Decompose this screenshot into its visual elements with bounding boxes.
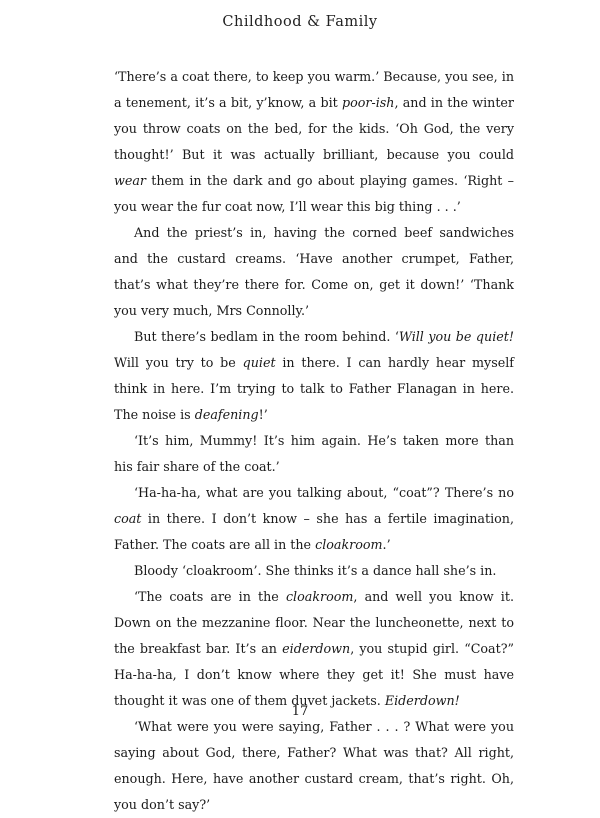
italic-run: cloakroom bbox=[285, 589, 354, 604]
italic-run: eiderdown bbox=[282, 641, 351, 656]
text-run: , and in the winter you throw coats on the bed, for the kids. ‘Oh God, the very thought!’ But it was actually brilliant, because you could bbox=[114, 95, 514, 162]
text-run: in there. I don’t know – she has a fertile imagination, Father. The coats are all in the bbox=[114, 511, 514, 552]
text-run: ‘The coats are in the bbox=[134, 589, 286, 604]
text-run: in there. I can hardly hear myself think in here. I’m trying to talk to Father Flanagan in here. The noise is bbox=[114, 355, 514, 422]
paragraph bbox=[114, 480, 514, 558]
text-run: them in the dark and go about playing games. ‘Right – you wear the fur coat now, I’ll wear this big thing . . .’ bbox=[114, 173, 514, 214]
text-run: ‘What were you were saying, Father . . . ? What were you saying about God, there, Father? What was that? All right, enough. Here, have another custard cream, that’s right. Oh, you don’t say?’ bbox=[114, 719, 514, 812]
paragraph bbox=[114, 584, 514, 714]
text-run: !’ bbox=[258, 407, 268, 422]
paragraph bbox=[114, 324, 514, 428]
italic-run: Will you be quiet! bbox=[398, 329, 514, 344]
text-run: , and well you know it. Down on the mezzanine floor. Near the luncheonette, next to the breakfast bar. It’s an bbox=[114, 589, 514, 656]
italic-run: Eiderdown! bbox=[384, 693, 460, 708]
italic-run: deafening bbox=[194, 407, 259, 422]
running-header: Childhood & Family bbox=[222, 14, 378, 30]
italic-run: cloakroom bbox=[315, 537, 383, 552]
text-run: And the priest’s in, having the corned beef sandwiches and the custard creams. ‘Have another crumpet, Father, that’s what they’re there for. Come on, get it down!’ ‘Thank you very much, Mrs Connolly.’ bbox=[114, 225, 514, 318]
text-run: Bloody ‘cloakroom’. She thinks it’s a dance hall she’s in. bbox=[134, 563, 497, 578]
italic-run: poor-ish bbox=[341, 95, 395, 110]
paragraph bbox=[114, 64, 514, 220]
page-number: 17 bbox=[291, 704, 309, 719]
italic-run: quiet bbox=[242, 355, 276, 370]
paragraph bbox=[114, 428, 514, 480]
text-run: ‘It’s him, Mummy! It’s him again. He’s taken more than his fair share of the coat.’ bbox=[114, 433, 514, 474]
text-run: ‘There’s a coat there, to keep you warm.’ Because, you see, in a tenement, it’s a bit, y’know, a bit bbox=[114, 69, 514, 110]
paragraph bbox=[114, 220, 514, 324]
paragraph bbox=[114, 714, 514, 818]
italic-run: coat bbox=[114, 511, 142, 526]
italic-run: wear bbox=[114, 173, 146, 188]
text-run: .’ bbox=[382, 537, 391, 552]
text-run: , you stupid girl. “Coat?” Ha-ha-ha, I don’t know where they get it! She must have thought it was one of them duvet jackets. bbox=[114, 641, 514, 708]
text-run: Will you try to be bbox=[114, 355, 243, 370]
paragraph bbox=[114, 558, 514, 584]
text-run: ‘Ha-ha-ha, what are you talking about, “coat”? There’s no bbox=[134, 485, 514, 500]
text-run: But there’s bedlam in the room behind. ‘ bbox=[134, 329, 399, 344]
